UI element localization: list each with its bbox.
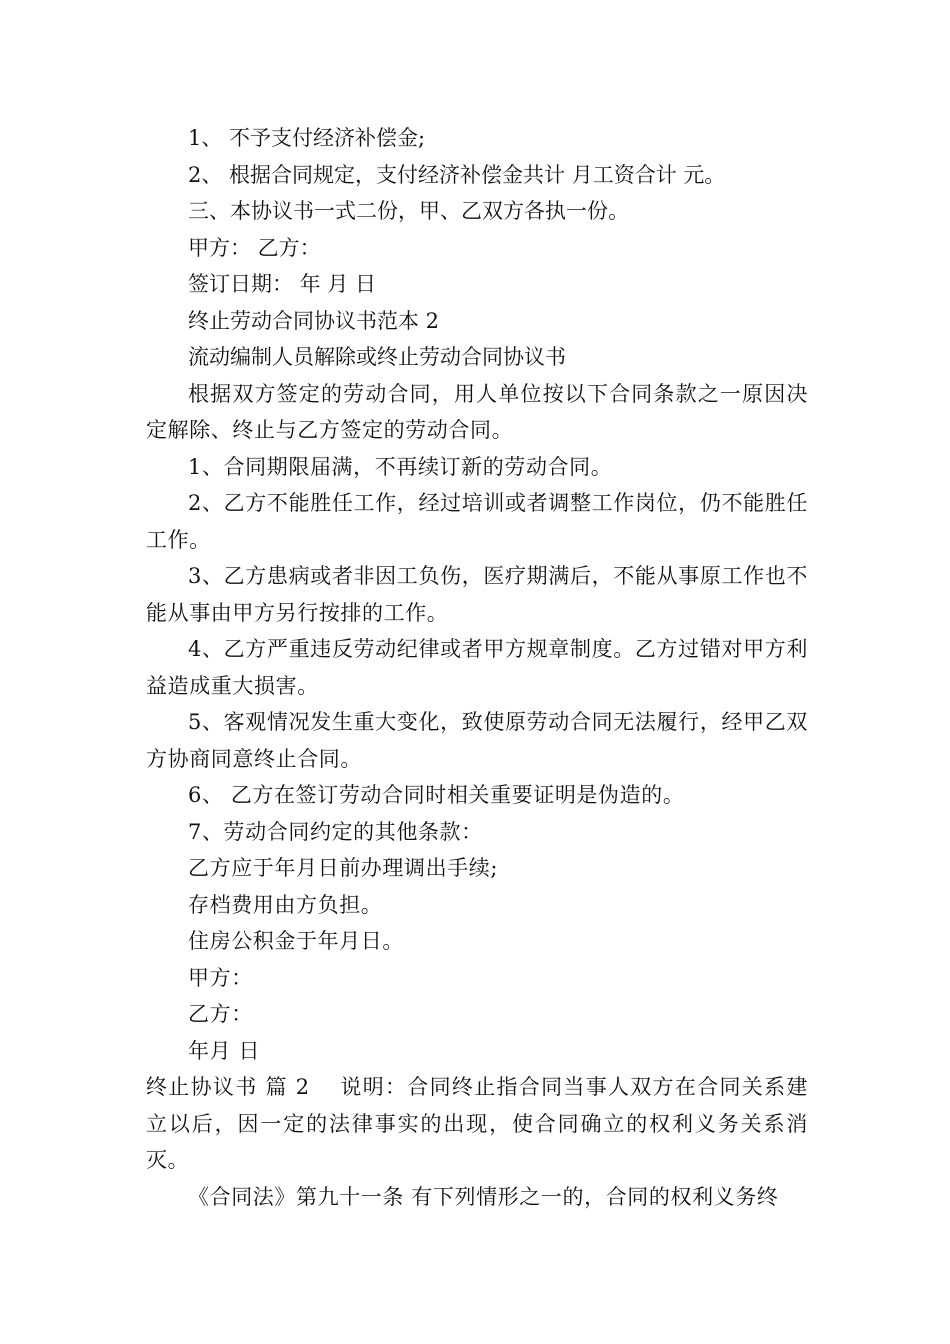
section-title-sample-2: 终止劳动合同协议书范本 2 <box>188 308 440 333</box>
clause-copies: 三、本协议书一式二份，甲、乙双方各执一份。 <box>188 199 629 223</box>
housing-fund-line: 住房公积金于年月日。 <box>188 929 404 953</box>
agreement-title: 流动编制人员解除或终止劳动合同协议书 <box>188 345 566 369</box>
agreement-intro-paragraph: 根据双方签定的劳动合同，用人单位按以下合同条款之一原因决定解除、终止与乙方签定的劳动合同。 <box>146 381 808 442</box>
archive-fee-line: 存档费用由方负担。 <box>188 892 383 917</box>
reason-item-2: 2、乙方不能胜任工作，经过培训或者调整工作岗位，仍不能胜任工作。 <box>146 491 808 552</box>
reason-item-4: 4、乙方严重违反劳动纪律或者甲方规章制度。乙方过错对甲方利益造成重大损害。 <box>146 637 808 698</box>
section-2-block <box>146 1069 808 1179</box>
document-body <box>146 120 808 1215</box>
clause-no-compensation: 1、 不予支付经济补偿金; <box>188 126 426 150</box>
contract-law-article: 《合同法》第九十一条 有下列情形之一的，合同的权利义务终 <box>188 1184 779 1209</box>
section-2-intro: 说明：合同终止指合同当事人双方在合同关系建立以后，因一定的法律事实的出现，使合同确立的权利义务关系消灭。 <box>146 1075 808 1172</box>
party-b-signature: 乙方： <box>188 1002 253 1026</box>
transfer-procedure-line: 乙方应于年月日前办理调出手续; <box>188 856 499 880</box>
signature-date: 年月 日 <box>188 1038 261 1063</box>
reason-item-5: 5、客观情况发生重大变化，致使原劳动合同无法履行，经甲乙双方协商同意终止合同。 <box>146 710 808 771</box>
signature-parties: 甲方： 乙方： <box>188 235 321 260</box>
reason-item-7: 7、劳动合同约定的其他条款： <box>188 819 483 844</box>
signing-date: 签订日期： 年 月 日 <box>188 272 377 296</box>
section-2-heading: 终止协议书 篇 2 <box>146 1075 310 1099</box>
party-a-signature: 甲方： <box>188 965 253 990</box>
clause-compensation-amount: 2、 根据合同规定，支付经济补偿金共计 月工资合计 元。 <box>188 162 726 187</box>
reason-item-3: 3、乙方患病或者非因工负伤，医疗期满后，不能从事原工作也不能从事由甲方另行按排的工作。 <box>146 564 808 625</box>
reason-item-6: 6、 乙方在签订劳动合同时相关重要证明是伪造的。 <box>188 783 685 807</box>
reason-item-1: 1、合同期限届满，不再续订新的劳动合同。 <box>188 454 613 479</box>
